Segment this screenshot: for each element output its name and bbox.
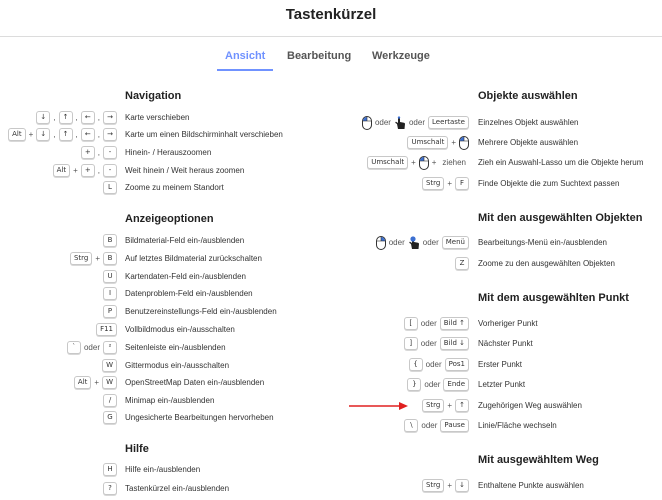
section-selected-title: Mit den ausgewählten Objekten (478, 212, 643, 224)
key-up: ↑ (455, 399, 469, 412)
or-label: oder (422, 238, 439, 247)
key-menu: Menü (442, 236, 469, 249)
shortcut-description: Minimap ein-/ausblenden (125, 396, 215, 405)
section-way-title: Mit ausgewähltem Weg (478, 454, 599, 466)
shortcut-description: Vorheriger Punkt (478, 319, 538, 328)
tab-werkzeuge[interactable]: Werkzeuge (372, 50, 430, 62)
separator: , (97, 130, 100, 139)
key-f11: F11 (96, 323, 117, 336)
key-minus: - (103, 164, 117, 177)
shortcut-row (0, 116, 662, 129)
separator: , (97, 113, 100, 122)
key-right-bracket: ] (404, 337, 418, 350)
shortcut-description: Tastenkürzel ein-/ausblenden (125, 484, 230, 493)
key-ctrl: Strg (70, 252, 92, 265)
key-z: Z (455, 257, 469, 270)
key-f: F (455, 177, 469, 190)
plus-sign: + (94, 378, 100, 387)
section-select-title: Objekte auswählen (478, 90, 578, 102)
key-up: ↑ (59, 128, 73, 141)
key-end: Ende (443, 378, 469, 391)
drag-label: ziehen (442, 158, 466, 167)
key-page-down: Bild ↓ (440, 337, 469, 350)
separator: , (53, 130, 56, 139)
or-label: oder (374, 118, 391, 127)
key-ctrl: Strg (422, 479, 444, 492)
shortcut-description: Zieh ein Auswahl-Lasso um die Objekte herum (478, 158, 644, 167)
left-click-mouse-icon (419, 156, 429, 170)
shortcut-row (0, 358, 662, 371)
key-shift: Umschalt (407, 136, 448, 149)
key-g: G (103, 411, 117, 424)
tab-bar (0, 50, 662, 72)
active-tab-indicator (217, 69, 273, 71)
shortcut-row (0, 337, 662, 350)
plus-sign: + (95, 254, 100, 263)
section-navigation-title: Navigation (125, 90, 182, 102)
plus-sign: + (411, 158, 416, 167)
plus-sign: + (73, 166, 78, 175)
long-press-icon (408, 236, 420, 250)
left-click-mouse-icon (362, 116, 372, 130)
key-h: H (103, 463, 117, 476)
key-ctrl: Strg (422, 399, 444, 412)
key-u: U (103, 270, 117, 283)
shortcut-row (0, 257, 662, 270)
shortcut-description: Karte verschieben (125, 113, 190, 122)
key-right-brace: } (407, 378, 421, 391)
shortcut-row (0, 317, 662, 330)
key-pause: Pause (440, 419, 469, 432)
shortcut-description: Hilfe ein-/ausblenden (125, 465, 201, 474)
annotation-arrow-icon (349, 401, 409, 411)
key-left-bracket: [ (404, 317, 418, 330)
shortcut-description: Kartendaten-Feld ein-/ausblenden (125, 272, 246, 281)
key-p: P (103, 305, 117, 318)
shortcut-description: Einzelnes Objekt auswählen (478, 118, 579, 127)
plus-sign: + (447, 179, 452, 188)
shortcut-row (0, 136, 662, 149)
key-right: → (103, 111, 117, 124)
shortcut-description: Mehrere Objekte auswählen (478, 138, 579, 147)
shortcut-description: Weit hinein / Weit heraus zoomen (125, 166, 245, 175)
shortcut-description: Seitenleiste ein-/ausblenden (125, 343, 226, 352)
shortcut-row (0, 270, 662, 283)
shortcut-row (0, 378, 662, 391)
key-alt: Alt (53, 164, 70, 177)
hand-pointer-icon (394, 116, 406, 130)
key-space: Leertaste (428, 116, 469, 129)
shortcut-description: Gittermodus ein-/ausschalten (125, 361, 230, 370)
dialog-title: Tastenkürzel (285, 6, 377, 23)
or-label: oder (425, 360, 442, 369)
shortcut-description: Benutzereinstellungs-Feld ein-/ausblenden (125, 307, 277, 316)
tab-bearbeitung[interactable]: Bearbeitung (287, 50, 352, 62)
key-question: ? (103, 482, 117, 495)
key-left-brace: { (409, 358, 423, 371)
or-label: oder (83, 343, 100, 352)
tab-ansicht[interactable]: Ansicht (225, 50, 266, 62)
key-shift: Umschalt (367, 156, 408, 169)
left-click-mouse-icon (459, 136, 469, 150)
shortcut-row (0, 399, 662, 412)
right-click-mouse-icon (376, 236, 386, 250)
shortcut-description: Zoome zu den ausgewählten Objekten (478, 259, 615, 268)
key-left: ← (81, 128, 95, 141)
key-minus: - (103, 146, 117, 159)
key-backtick: ` (67, 341, 81, 354)
shortcut-description: Karte um einen Bildschirminhalt verschieben (125, 130, 283, 139)
key-l: L (103, 181, 117, 194)
key-alt: Alt (74, 376, 91, 389)
shortcut-description: Enthaltene Punkte auswählen (478, 481, 584, 490)
shortcut-description: Erster Punkt (478, 360, 523, 369)
key-i: I (103, 287, 117, 300)
title-divider (0, 36, 662, 37)
separator: , (75, 113, 78, 122)
key-plus: + (81, 164, 95, 177)
key-superscript-two: ² (103, 341, 117, 354)
plus-sign: + (447, 481, 452, 490)
key-b: B (103, 234, 117, 247)
key-up: ↑ (59, 111, 73, 124)
shortcut-row (0, 236, 662, 249)
or-label: oder (388, 238, 405, 247)
plus-sign: + (451, 138, 456, 147)
separator: , (97, 148, 100, 157)
shortcut-row (0, 419, 662, 432)
section-node-title: Mit dem ausgewählten Punkt (478, 292, 629, 304)
shortcut-description: Bildmaterial-Feld ein-/ausblenden (125, 236, 245, 245)
shortcut-description: Vollbildmodus ein-/ausschalten (125, 325, 235, 334)
key-down: ↓ (36, 128, 50, 141)
key-right: → (103, 128, 117, 141)
shortcut-row (0, 479, 662, 492)
shortcut-description: Zugehörigen Weg auswählen (478, 401, 582, 410)
key-plus: + (81, 146, 95, 159)
shortcut-description: Nächster Punkt (478, 339, 533, 348)
shortcut-description: Auf letztes Bildmaterial zurückschalten (125, 254, 262, 263)
shortcut-description: Finde Objekte die zum Suchtext passen (478, 179, 620, 188)
shortcut-description: Datenproblem-Feld ein-/ausblenden (125, 289, 253, 298)
key-slash: / (103, 394, 117, 407)
shortcut-description: OpenStreetMap Daten ein-/ausblenden (125, 378, 265, 387)
key-b: B (103, 252, 117, 265)
plus-sign: + (431, 158, 437, 167)
key-page-up: Bild ↑ (440, 317, 469, 330)
shortcut-description: Linie/Fläche wechseln (478, 421, 557, 430)
separator: , (97, 166, 100, 175)
or-label: oder (421, 421, 438, 430)
section-help-title: Hilfe (125, 443, 149, 455)
plus-sign: + (28, 130, 34, 139)
key-alt: Alt (8, 128, 25, 141)
shortcut-description: Letzter Punkt (478, 380, 526, 389)
shortcut-row (0, 177, 662, 190)
section-display-title: Anzeigeoptionen (125, 213, 214, 225)
separator: , (75, 130, 78, 139)
key-backslash: \ (404, 419, 418, 432)
key-w: W (102, 359, 117, 372)
or-label: oder (408, 118, 425, 127)
shortcut-description: Ungesicherte Bearbeitungen hervorheben (125, 413, 274, 422)
separator: , (53, 113, 56, 122)
or-label: oder (424, 380, 441, 389)
key-down: ↓ (455, 479, 469, 492)
plus-sign: + (447, 401, 452, 410)
key-down: ↓ (36, 111, 50, 124)
key-left: ← (81, 111, 95, 124)
or-label: oder (420, 339, 437, 348)
or-label: oder (420, 319, 437, 328)
shortcut-description: Zoome zu meinem Standort (125, 183, 224, 192)
shortcut-description: Hinein- / Herauszoomen (125, 148, 212, 157)
shortcut-description: Bearbeitungs-Menü ein-/ausblenden (478, 238, 607, 247)
key-home: Pos1 (445, 358, 469, 371)
shortcut-row (0, 156, 662, 169)
key-ctrl: Strg (422, 177, 444, 190)
key-w: W (102, 376, 117, 389)
